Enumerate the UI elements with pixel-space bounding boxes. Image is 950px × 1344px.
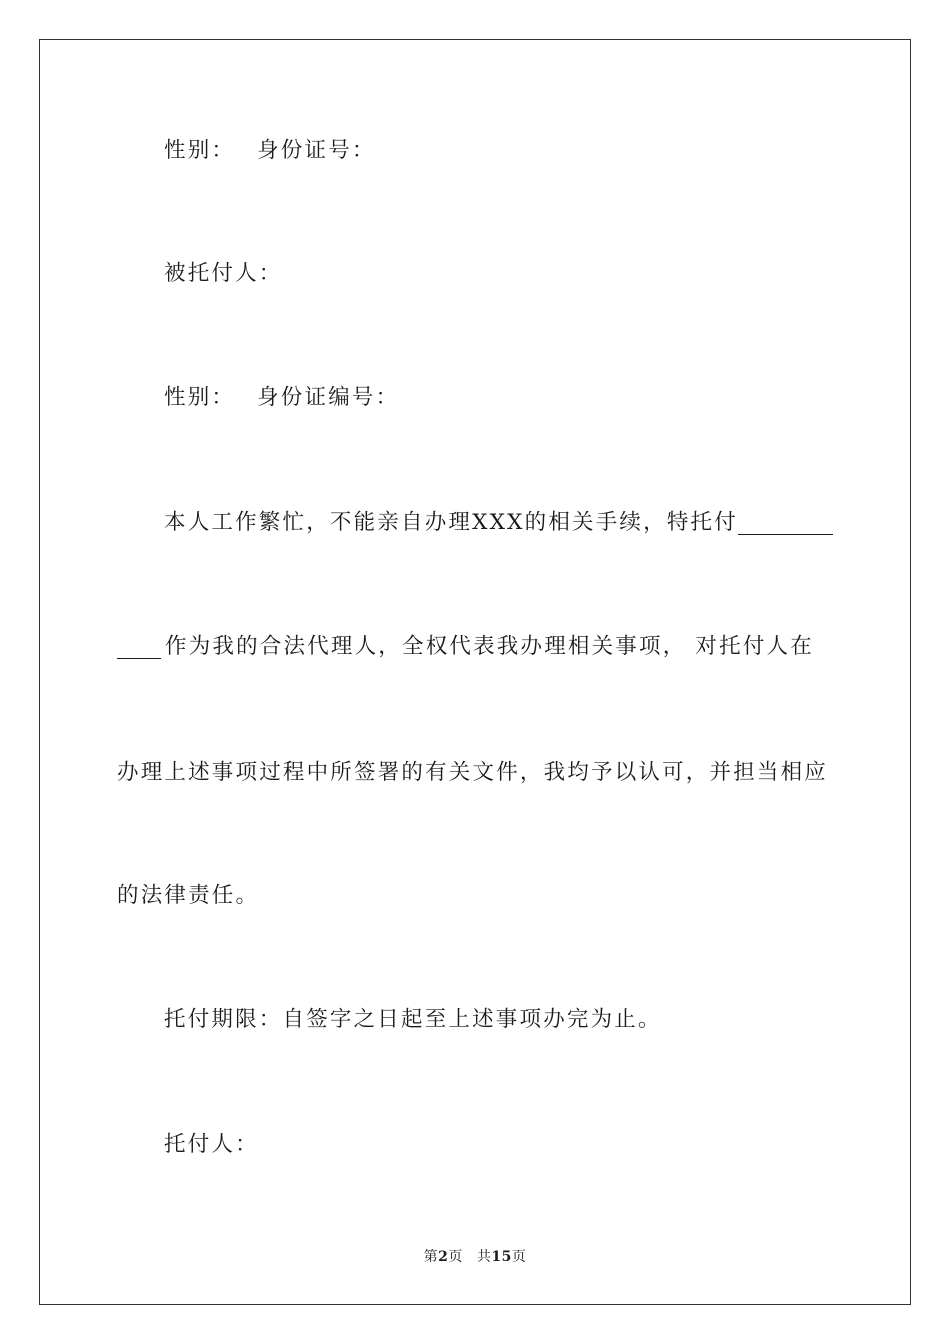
id-number-label: 身份证编号： (257, 385, 400, 410)
paragraph-line-4: 的法律责任。 (117, 883, 260, 908)
paragraph-text: 作为我的合法代理人，全权代表我办理相关事项， 对托付人在 (165, 634, 814, 659)
page-prefix: 第 (423, 1249, 439, 1265)
trustee-label: 被托付人： (164, 261, 283, 286)
blank-underline (738, 533, 833, 535)
principal-label: 托付人： (164, 1132, 259, 1157)
term-line: 托付期限：自签字之日起至上述事项办完为止。 (164, 1007, 662, 1032)
paragraph-line-1 (164, 508, 833, 538)
gender-id-line-1 (164, 136, 376, 166)
gender-label: 性别： (164, 385, 236, 410)
gender-label: 性别： (164, 138, 236, 163)
id-number-label: 身份证号： (257, 138, 376, 163)
total-pages: 15 (491, 1249, 512, 1265)
gender-id-line-2 (164, 383, 399, 413)
blank-underline (117, 657, 161, 659)
paragraph-line-3: 办理上述事项过程中所签署的有关文件，我均予以认可，并担当相应 (117, 760, 829, 785)
page-border (39, 39, 911, 1305)
paragraph-line-2 (117, 632, 814, 662)
page-number: 2 (438, 1249, 449, 1265)
page-suffix: 页 (448, 1249, 463, 1265)
total-prefix: 共 (476, 1249, 492, 1265)
page-footer (0, 1247, 950, 1267)
total-suffix: 页 (511, 1249, 527, 1265)
paragraph-text: 本人工作繁忙，不能亲自办理XXX的相关手续，特托付 (164, 510, 738, 535)
